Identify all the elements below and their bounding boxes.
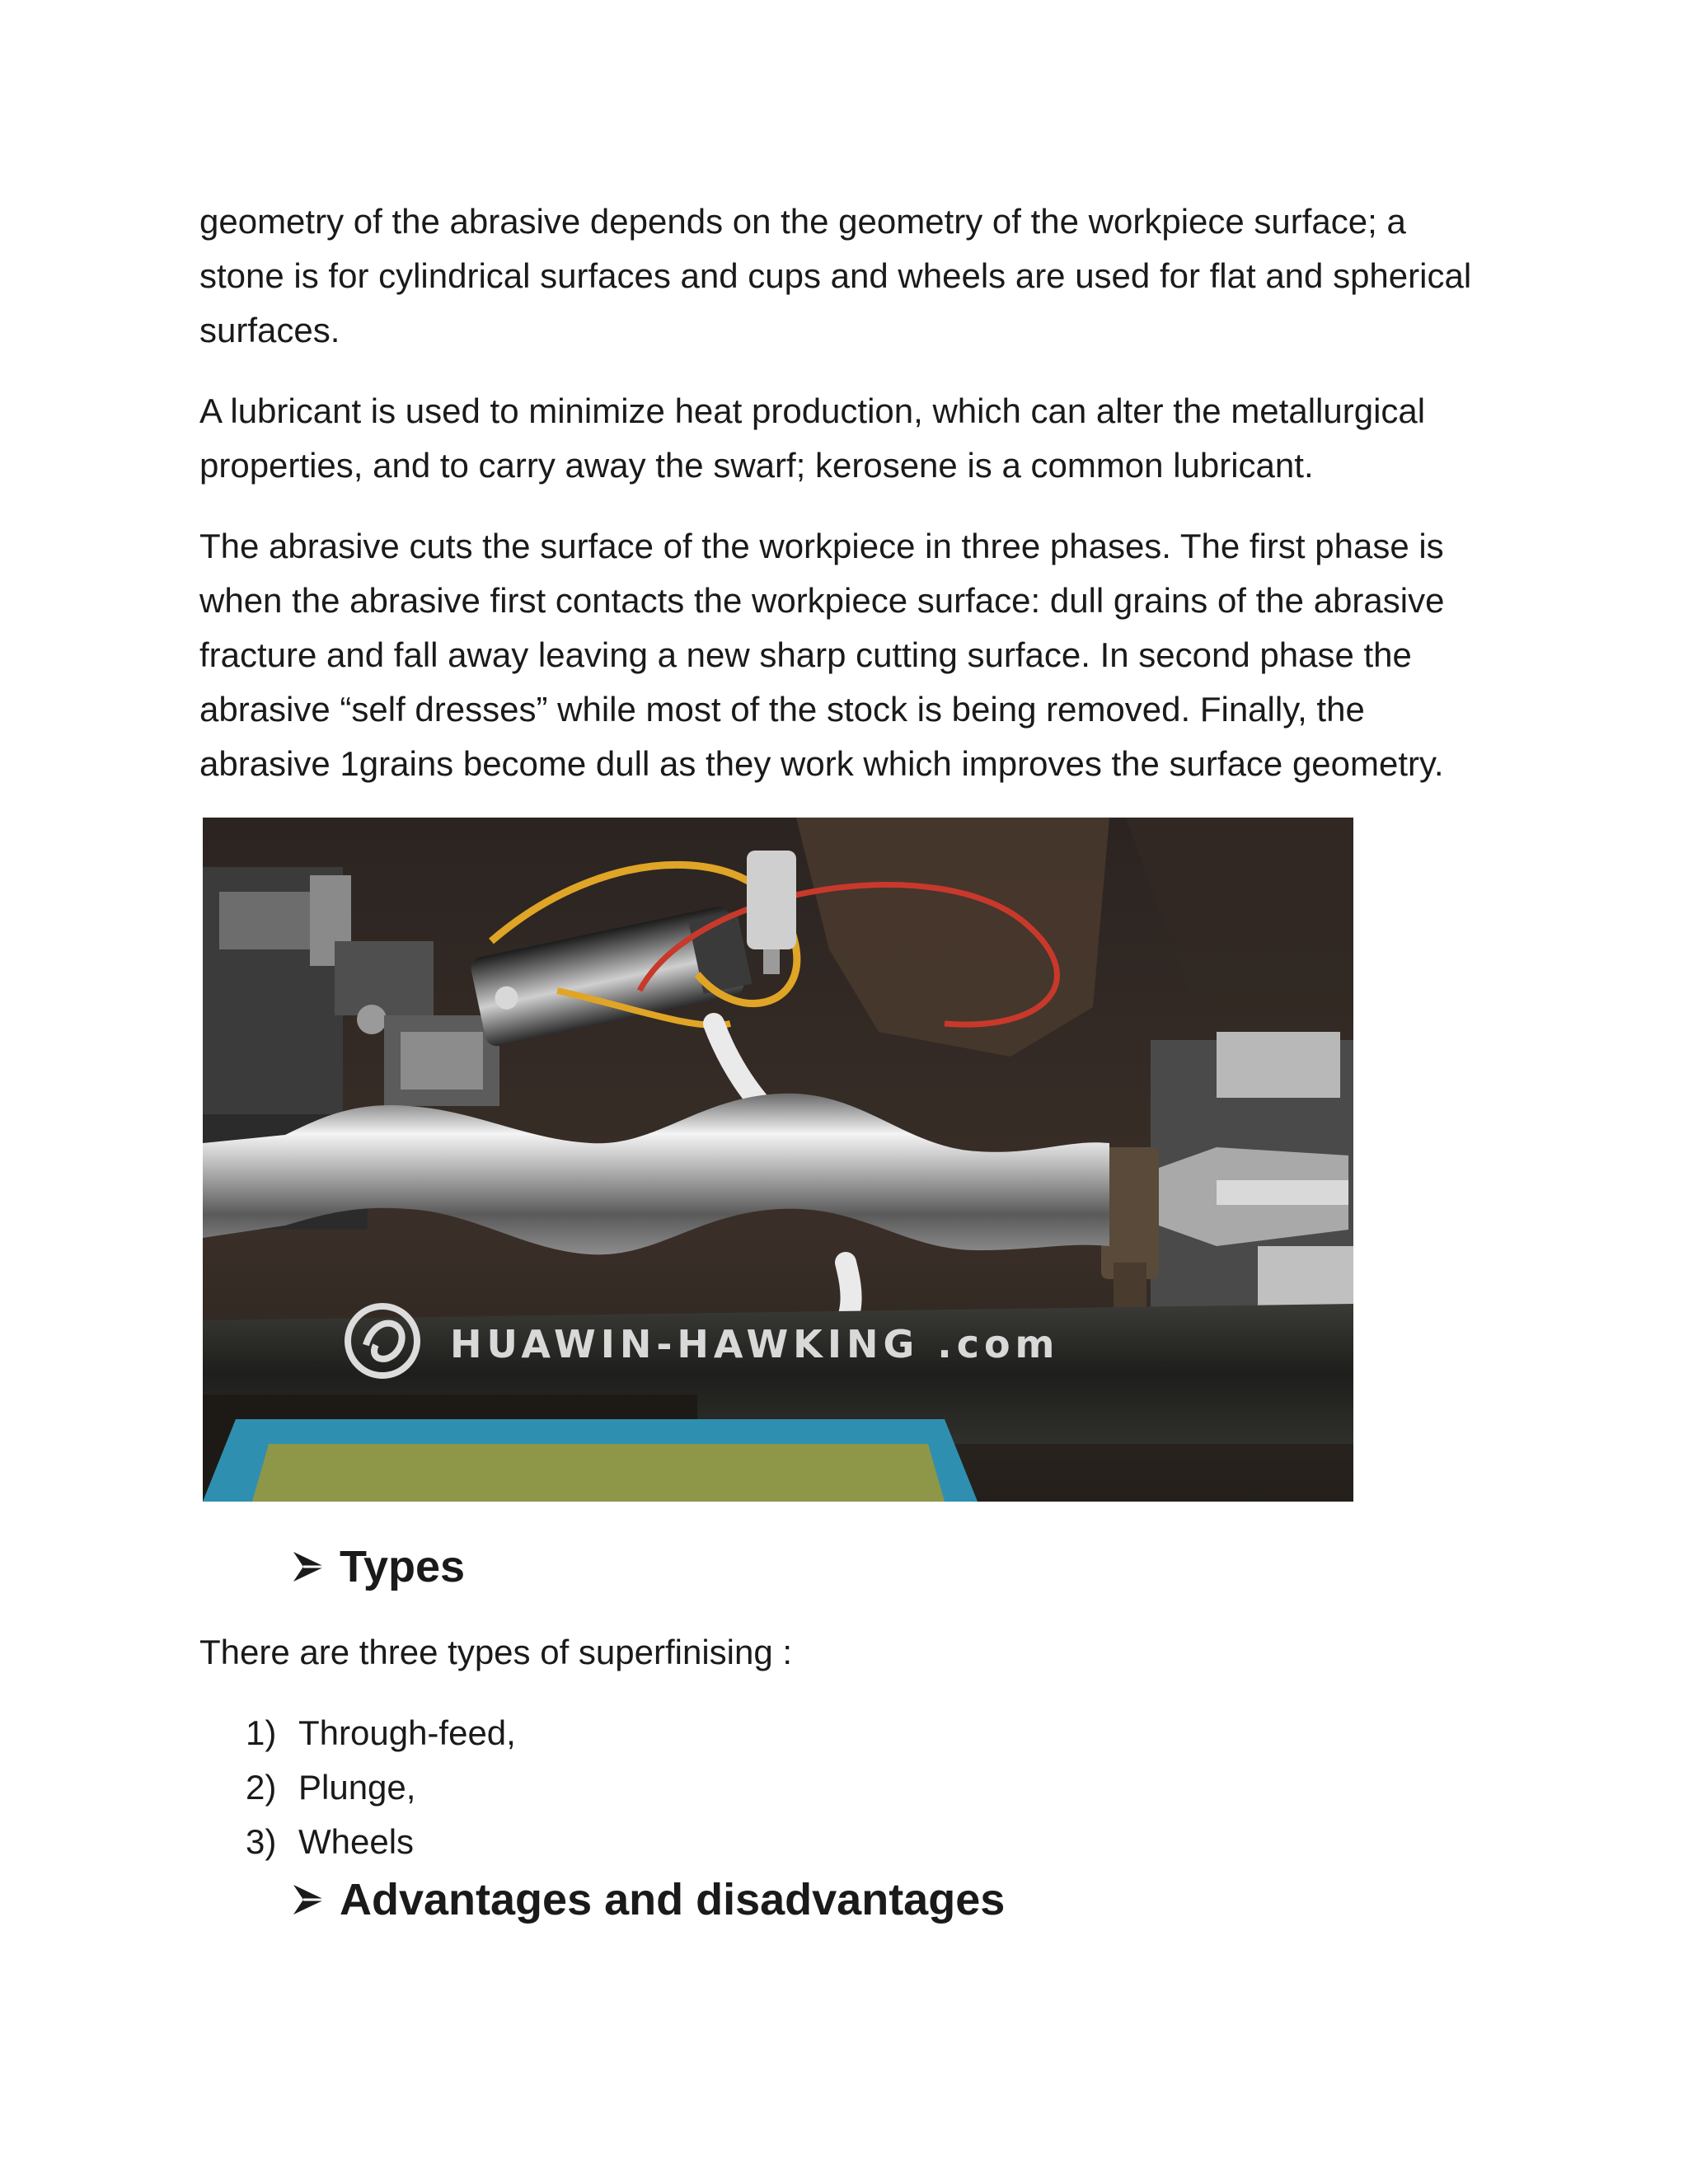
list-item-number: 3) (246, 1822, 277, 1861)
list-item (246, 1760, 1493, 1815)
paragraph-lubricant: A lubricant is used to minimize heat production, which can alter the metallurgical properties, and to carry away the swarf; kerosene is a common lubricant. (199, 391, 1426, 485)
types-heading-text: Types (340, 1542, 466, 1591)
arrowhead-bullet-icon (292, 1883, 326, 1916)
list-item (246, 1706, 1493, 1760)
list-item-label: Plunge, (298, 1768, 416, 1807)
photo-watermark: HUAWIN-HAWKING .com (450, 1322, 1060, 1366)
section-heading-advantages (292, 1871, 1493, 1929)
page-content (199, 194, 1493, 1929)
arrowhead-bullet-icon (292, 1550, 326, 1583)
list-item-number: 1) (246, 1713, 277, 1752)
list-item (246, 1815, 1493, 1869)
paragraph-three-phases: The abrasive cuts the surface of the workpiece in three phases. The first phase is when the abrasive first contacts the workpiece surface: dull grains of the abrasive fracture and fall away leaving a new sharp cutting surface. In second phase the abrasive “self dresses” while most of the stock is being removed. Finally, the abrasive 1grains become dull as they work which improves the surface geometry. (199, 527, 1445, 783)
machine-illustration (203, 818, 1353, 1502)
list-item-number: 2) (246, 1768, 277, 1807)
list-item-label: Wheels (298, 1822, 415, 1861)
section-heading-types (292, 1538, 1493, 1596)
list-item-label: Through-feed, (298, 1713, 516, 1752)
types-intro: There are three types of superfinising : (199, 1633, 793, 1671)
types-list (199, 1706, 1493, 1869)
paragraph-abrasive-geometry: geometry of the abrasive depends on the geometry of the workpiece surface; a stone is for cylindrical surfaces and cups and wheels are used for flat and spherical surfaces. (199, 202, 1472, 349)
superfinishing-photo (203, 818, 1353, 1502)
advantages-heading-text: Advantages and disadvantages (340, 1875, 1006, 1924)
